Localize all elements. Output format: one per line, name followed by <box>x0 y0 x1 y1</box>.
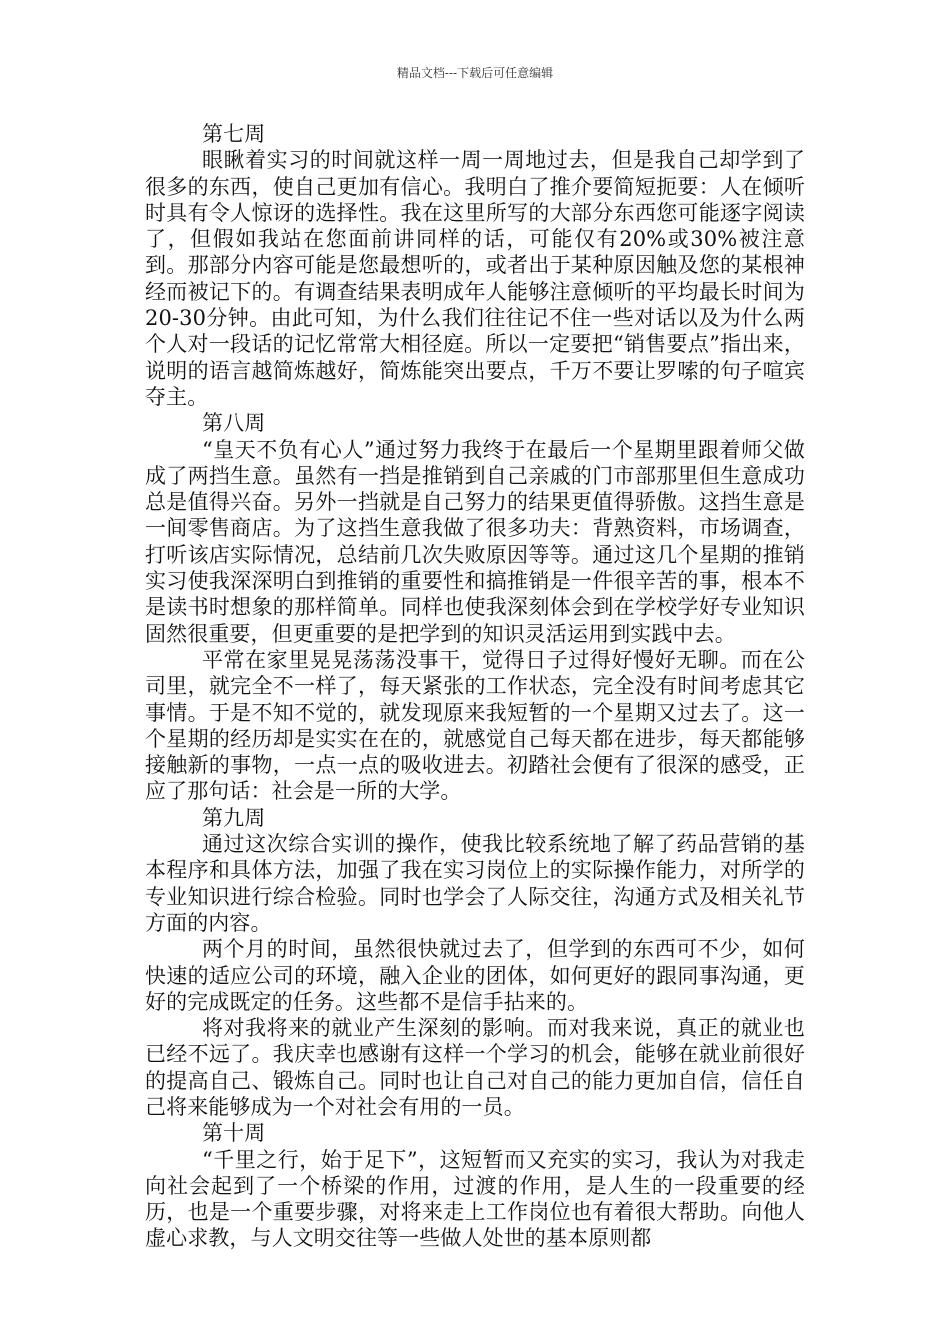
paragraph: 两个月的时间，虽然很快就过去了，但学到的东西可不少，如何快速的适应公司的环境，融入企业的团体，如何更好的跟同事沟通，更好的完成既定的任务。这些都不是信手拈来的。 <box>145 937 805 1014</box>
paragraph: 眼瞅着实习的时间就这样一周一周地过去，但是我自己却学到了很多的东西，使自己更加有信心。我明白了推介要简短扼要：人在倾听时具有令人惊讶的选择性。我在这里所写的大部分东西您可能逐字阅读了，但假如我站在您面前讲同样的话，可能仅有20%或30%被注意到。那部分内容可能是您最想听的，或者出于某种原因触及您的某根神经而被记下的。有调查结果表明成年人能够注意倾听的平均最长时间为20-30分钟。由此可知，为什么我们往往记不住一些对话以及为什么两个人对一段话的记忆常常大相径庭。所以一定要把“销售要点”指出来，说明的语言越简炼越好，简炼能突出要点，千万不要让罗嗦的句子喧宾夺主。 <box>145 148 805 409</box>
paragraph: 通过这次综合实训的操作，使我比较系统地了解了药品营销的基本程序和具体方法，加强了我在实习岗位上的实际操作能力，对所学的专业知识进行综合检验。同时也学会了人际交往，沟通方式及相关礼节方面的内容。 <box>145 832 805 935</box>
heading-week-8: 第八周 <box>202 411 266 436</box>
paragraph: “千里之行，始于足下”，这短暂而又充实的实习，我认为对我走向社会起到了一个桥梁的作用，过渡的作用，是人生的一段重要的经历，也是一个重要步骤，对将来走上工作岗位也有着很大帮助。向他人虚心求教，与人文明交往等一些做人处世的基本原则都 <box>145 1147 805 1251</box>
document-body <box>145 121 805 1252</box>
page-header: 精品文档---下载后可任意编辑 <box>396 66 554 80</box>
paragraph: “皇天不负有心人”通过努力我终于在最后一个星期里跟着师父做成了两挡生意。虽然有一挡是推销到自己亲戚的门市部那里但生意成功总是值得兴奋。另外一挡就是自己努力的结果更值得骄傲。这挡生意是一间零售商店。为了这挡生意我做了很多功夫：背熟资料，市场调查，打听该店实际情况，总结前几次失败原因等等。通过这几个星期的推销实习使我深深明白到推销的重要性和搞推销是一件很辛苦的事，根本不是读书时想象的那样简单。同样也使我深刻体会到在学校学好专业知识固然很重要，但更重要的是把学到的知识灵活运用到实践中去。 <box>145 437 805 646</box>
heading-week-7: 第七周 <box>202 122 266 146</box>
paragraph: 将对我将来的就业产生深刻的影响。而对我来说，真正的就业也已经不远了。我庆幸也感谢有这样一个学习的机会，能够在就业前很好的提高自己、锻炼自己。同时也让自己对自己的能力更加自信，信任自己将来能够成为一个对社会有用的一员。 <box>145 1016 805 1119</box>
paragraph: 平常在家里晃晃荡荡没事干，觉得日子过得好慢好无聊。而在公司里，就完全不一样了，每天紧张的工作状态，完全没有时间考虑其它事情。于是不知不觉的，就发现原来我短暂的一个星期又过去了。这一个星期的经历却是实实在在的，就感觉自己每天都在进步，每天都能够接触新的事物，一点一点的吸收进去。初踏社会便有了很深的感受，正应了那句话：社会是一所的大学。 <box>145 647 805 804</box>
heading-week-9: 第九周 <box>202 805 266 830</box>
heading-week-10: 第十周 <box>202 1121 266 1146</box>
